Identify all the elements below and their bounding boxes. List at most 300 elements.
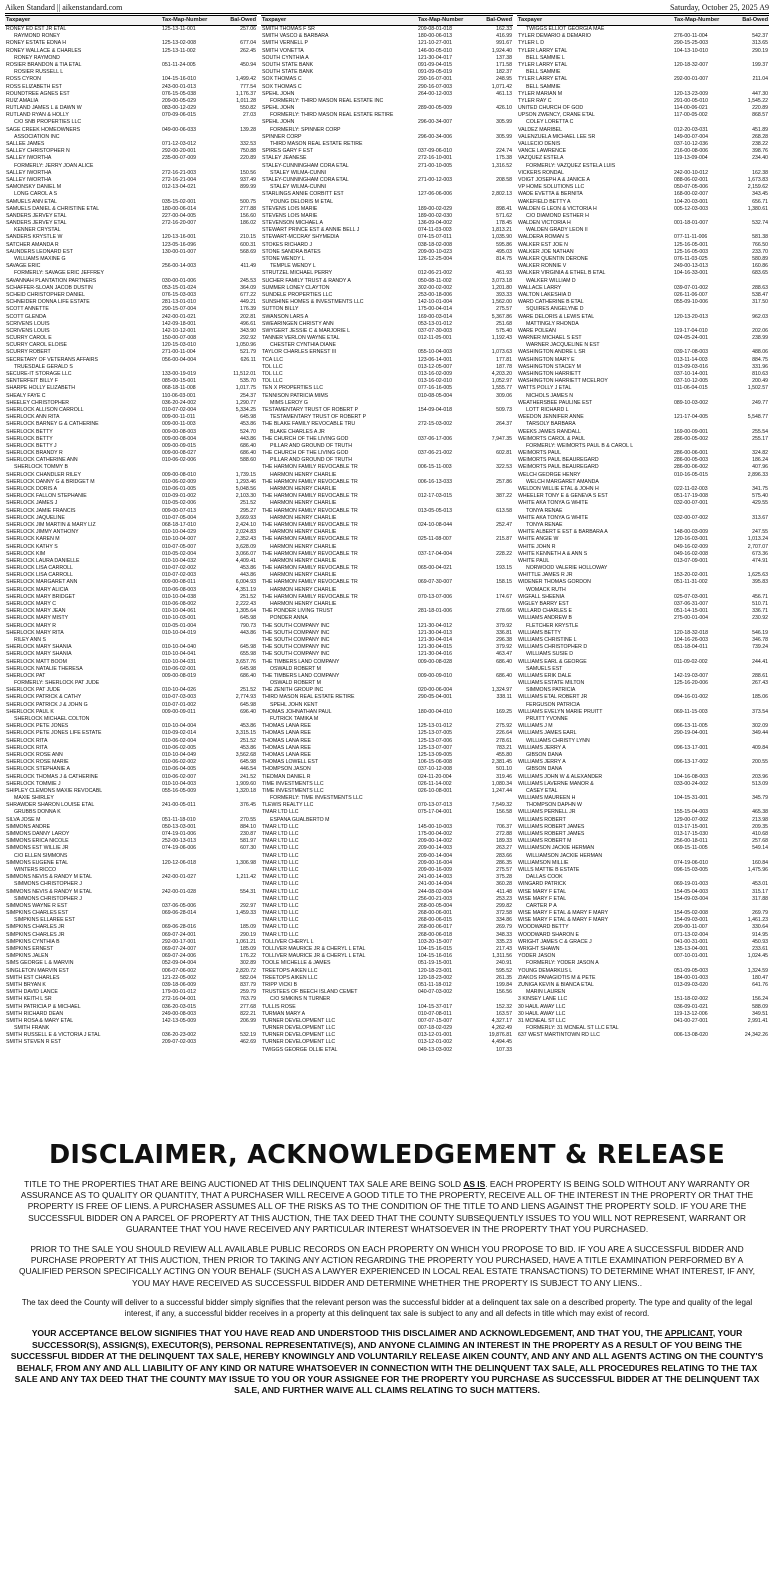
balance-owed: 269.79 — [496, 924, 512, 931]
table-row — [261, 342, 513, 349]
table-row — [5, 292, 257, 299]
taxpayer-name: ASSOCIATION INC — [14, 133, 60, 140]
tax-map-number: 268-00-06-017 — [418, 924, 453, 931]
balance-owed: 238.99 — [752, 335, 768, 342]
taxpayer-name: SPIRES GARY F EST — [262, 148, 314, 155]
balance-owed: 324.82 — [752, 450, 768, 457]
taxpayer-name: SIMS GEORGE L & MARVIN — [6, 960, 74, 967]
taxpayer-name: THOMPSON DAPHN W — [526, 802, 582, 809]
taxpayer-name: SMITH RUSSELL E & VICTORIA J ETAL — [6, 1032, 101, 1039]
tax-map-number: 242-00-01-027 — [162, 874, 197, 881]
taxpayer-name: SHERLOCK PATRICK J & JOHN G — [6, 701, 88, 708]
tax-map-number: 290-19-04-001 — [674, 730, 709, 737]
tax-map-number: 051-11-24-005 — [162, 61, 196, 68]
tax-map-number: 010-05-01-004 — [162, 622, 197, 629]
balance-owed: 162.38 — [752, 169, 768, 176]
table-row — [261, 910, 513, 917]
balance-owed: 251.52 — [240, 593, 256, 600]
table-row — [517, 558, 769, 565]
table-row — [261, 472, 513, 479]
tax-map-number — [162, 1025, 218, 1032]
table-row — [5, 630, 257, 637]
tax-map-number: 104-13-10-010 — [674, 47, 709, 54]
taxpayer-name: TMAR LTD LLC — [262, 852, 299, 859]
taxpayer-name: SIMMONS CHRISTOPHER J — [14, 881, 82, 888]
tax-map-number: 249-00-13-013 — [674, 263, 709, 270]
taxpayer-name: WHITE AKA TONYA G WHITE — [518, 514, 589, 521]
tax-map-number: 296-00-34-007 — [418, 119, 453, 126]
table-row — [517, 903, 769, 910]
tax-map-number: 119-13-12-006 — [674, 1010, 708, 1017]
tax-map-number: 041-00-31-001 — [674, 938, 709, 945]
tax-map-number: 069-07-30-007 — [418, 579, 453, 586]
taxpayer-name: SCHAFFER-SLOAN JACOB DUSTIN — [6, 284, 93, 291]
balance-owed — [476, 615, 512, 622]
taxpayer-name: SHERLOCK CATHERINE ANN — [6, 457, 78, 464]
taxpayer-name: RONEY ED EST JR ETAL — [6, 26, 67, 32]
balance-owed: 1,909.60 — [235, 780, 256, 787]
table-row — [261, 637, 513, 644]
balance-owed: 290.19 — [752, 47, 768, 54]
taxpayer-name: TYLER MARIAN M — [518, 90, 563, 97]
taxpayer-name: SUCHER FAMILY TRUST & RANDY A — [262, 277, 351, 284]
tax-map-number: 149-00-07-004 — [674, 133, 709, 140]
balance-owed — [476, 716, 512, 723]
table-row — [517, 385, 769, 392]
table-row — [261, 788, 513, 795]
taxpayer-name: SIMMONS ANDRE — [6, 823, 51, 830]
table-row — [5, 443, 257, 450]
table-row — [261, 666, 513, 673]
table-row — [5, 745, 257, 752]
tax-map-number: 120-18-32-018 — [674, 629, 709, 636]
taxpayer-name: STOKES RICHARD J — [262, 241, 313, 248]
table-row — [5, 716, 257, 723]
tax-map-number: 121-30-04-013 — [418, 629, 453, 636]
table-row — [5, 953, 257, 960]
tax-map-number: 286-00-05-002 — [674, 435, 709, 442]
balance-owed: 822.21 — [240, 1010, 256, 1017]
table-row — [261, 615, 513, 622]
balance-owed: 1,011.28 — [236, 97, 256, 104]
table-row — [261, 1004, 513, 1011]
tax-map-number: 106-15-06-008 — [418, 759, 453, 766]
table-row — [5, 996, 257, 1003]
tax-map-number — [674, 651, 730, 658]
taxpayer-name: SALLEY IWORTHA — [6, 176, 52, 183]
balance-owed: 453.01 — [752, 881, 768, 888]
table-row — [261, 896, 513, 903]
taxpayer-name: FORMERLY: VAZQUEZ ESTELA LUIS — [526, 162, 616, 169]
taxpayer-name: TANNER VERLON WAYNE ETAL — [262, 335, 340, 342]
taxpayer-name: SHARPE HOLLY ELIZABETH — [6, 385, 75, 392]
tax-map-number: 168-00-02-007 — [674, 191, 709, 198]
table-row — [517, 191, 769, 198]
tax-map-number: 009-00-08-027 — [162, 450, 197, 457]
balance-owed: 5,048.56 — [235, 486, 256, 492]
taxpayer-name: VALENZUELA MICHAEL LEE SR — [518, 133, 596, 140]
table-row — [5, 177, 257, 184]
tax-map-number: 076-11-03-025 — [674, 256, 708, 262]
table-row — [261, 924, 513, 931]
balance-owed: 295.27 — [240, 507, 256, 514]
taxpayer-name: ZIAKOS PANAGIOTIS M & PETE — [518, 974, 596, 981]
tax-map-number: 012-11-05-001 — [418, 335, 452, 342]
tax-map-number — [418, 429, 474, 436]
tax-map-number: 022-11-02-003 — [674, 486, 708, 492]
balance-owed: 446.54 — [240, 766, 256, 773]
balance-owed: 814.75 — [496, 256, 512, 262]
tax-map-number: 071-13-02-004 — [674, 931, 709, 938]
table-row — [5, 385, 257, 392]
table-row — [5, 400, 257, 407]
balance-owed: 27.03 — [243, 112, 256, 119]
tax-map-number: 154-05-02-008 — [674, 910, 709, 917]
balance-owed — [476, 170, 512, 177]
balance-owed: 411.49 — [240, 263, 256, 270]
table-row — [261, 436, 513, 443]
balance-owed: 156.56 — [496, 989, 512, 996]
table-row — [261, 529, 513, 536]
tax-map-number — [418, 601, 474, 608]
tax-map-number — [162, 191, 218, 198]
balance-owed — [476, 429, 512, 436]
balance-owed: 152.32 — [496, 1003, 512, 1010]
taxpayer-name: WARNER MICHAEL S EST — [518, 335, 582, 342]
tax-map-number: 153-20-02-001 — [674, 572, 709, 579]
tax-list-column-3 — [517, 15, 769, 1135]
tax-map-number: 244-08-02-004 — [418, 888, 453, 895]
tax-map-number: 302-00-02-002 — [418, 284, 453, 291]
balance-owed: 3,315.15 — [235, 730, 256, 737]
taxpayer-name: WEIMORTS PAUL — [518, 450, 562, 457]
table-row — [261, 206, 513, 213]
taxpayer-name: TURNER DEVELOPMENT LLC — [262, 1017, 336, 1024]
taxpayer-name: RILEY ANN S — [14, 636, 46, 643]
table-row — [517, 853, 769, 860]
tax-map-number: 271-00-11-004 — [162, 349, 196, 356]
tax-map-number: 001-18-01-007 — [674, 220, 709, 227]
taxpayer-name: FORMERLY: 31 MCNEAL ST LLC ETAL — [526, 1025, 619, 1032]
tax-map-number — [674, 321, 730, 328]
tax-map-number: 012-06-21-002 — [418, 270, 453, 277]
balance-owed: 1,017.75 — [235, 385, 256, 392]
taxpayer-name: WILLIAMSON MILLIE — [518, 859, 569, 866]
table-row — [261, 299, 513, 306]
table-row — [261, 565, 513, 572]
balance-owed: 288.61 — [752, 672, 768, 679]
tax-map-number: 125-16-05-001 — [674, 241, 709, 248]
taxpayer-name: SHERLOCK KIM — [6, 550, 46, 557]
tax-map-number: 091-09-04-015 — [418, 61, 453, 68]
taxpayer-name: SCRIVENS LOUIS — [6, 327, 50, 334]
taxpayer-name: THE SOUTH COMPANY INC — [262, 629, 330, 636]
tax-map-number: 150-00-07-008 — [162, 335, 197, 342]
tax-map-number: 069-19-01-003 — [674, 881, 709, 888]
table-row — [5, 69, 257, 76]
table-row — [261, 579, 513, 586]
balance-owed: 217.43 — [496, 946, 512, 952]
taxpayer-name: LONG CAROL A S — [14, 191, 58, 198]
table-row — [517, 227, 769, 234]
table-row — [5, 148, 257, 155]
table-row — [261, 191, 513, 198]
balance-owed: 322.53 — [496, 464, 512, 471]
balance-owed: 1,293.46 — [235, 478, 256, 485]
tax-map-number: 272-15-03-002 — [418, 421, 453, 428]
table-row — [261, 680, 513, 687]
balance-owed: 462.69 — [240, 1039, 256, 1046]
table-row — [5, 896, 257, 903]
balance-owed: 206.99 — [240, 1017, 256, 1024]
tax-map-number: 009-00-11-003 — [162, 421, 196, 428]
table-row — [517, 364, 769, 371]
balance-owed: 696.40 — [240, 708, 256, 715]
balance-owed: 474.91 — [752, 557, 768, 564]
tax-map-number: 235-00-07-009 — [162, 155, 197, 162]
tax-map-number: 129-00-07-002 — [674, 816, 709, 823]
taxpayer-name: SHERLOCK MARGARET ANN — [6, 579, 78, 586]
tax-map-number: 184-00-01-003 — [674, 974, 709, 981]
taxpayer-name: SHERLOCK JIMMY ANTHONY — [6, 529, 79, 536]
balance-owed: 202.06 — [752, 327, 768, 334]
tax-map-number — [418, 529, 474, 536]
tax-map-number: 030-00-01-006 — [162, 277, 197, 284]
balance-owed: 581.38 — [752, 234, 768, 241]
tax-map-number: 025-11-08-007 — [418, 536, 452, 543]
balance-owed: 211.04 — [752, 76, 768, 83]
table-row — [517, 579, 769, 586]
table-row — [517, 177, 769, 184]
taxpayer-name: BLAKE CHARLES A JR — [270, 428, 325, 435]
tax-map-number: 036-20-24-002 — [162, 399, 197, 406]
balance-owed: 4,203.20 — [491, 371, 512, 377]
balance-owed: 387.22 — [496, 493, 512, 500]
tax-map-number: 007-18-02-029 — [418, 1025, 453, 1032]
balance-owed — [476, 702, 512, 709]
tax-map-number: 077-16-16-005 — [418, 385, 453, 392]
balance-owed: 783.21 — [496, 744, 512, 751]
tax-map-number — [674, 26, 730, 33]
balance-owed: 372.58 — [496, 910, 512, 917]
balance-owed: 156.24 — [752, 996, 768, 1003]
tax-map-number — [674, 342, 730, 349]
tax-map-number: 292-00-01-007 — [674, 76, 709, 83]
tax-map-number: 252-00-13-013 — [162, 838, 197, 845]
tax-map-number: 119-13-09-004 — [674, 155, 708, 162]
tax-map-number: 012-20-03-031 — [674, 126, 709, 133]
balance-owed: 199.37 — [752, 61, 768, 68]
table-row — [517, 508, 769, 515]
table-row — [517, 134, 769, 141]
table-row — [517, 493, 769, 500]
tax-map-number: 009-00-09-010 — [418, 672, 453, 679]
table-row — [5, 608, 257, 615]
tax-map-number: 253-00-18-006 — [418, 291, 453, 298]
balance-owed: 655.98 — [240, 651, 256, 658]
balance-owed: 376.45 — [240, 802, 256, 809]
balance-owed — [220, 191, 256, 198]
balance-owed: 343.90 — [240, 327, 256, 334]
taxpayer-name: THE HARMON FAMILY REVOCABLE TR — [262, 478, 358, 485]
table-row — [5, 989, 257, 996]
table-row — [261, 587, 513, 594]
tax-map-number: 010-07-02-004 — [162, 406, 197, 413]
taxpayer-name: SMITH STEVEN R EST — [6, 1039, 62, 1046]
balance-owed: 580.89 — [752, 256, 768, 262]
balance-owed: 139.28 — [240, 126, 256, 133]
table-row — [5, 968, 257, 975]
disclaimer-paragraph-acceptance — [10, 1328, 764, 1396]
taxpayer-name: WHITE KENNETH A & ANN S — [518, 550, 588, 557]
table-row — [261, 220, 513, 227]
taxpayer-name: SCURRY CAROL ELOISE — [6, 342, 68, 349]
tax-map-number: 026-11-14-002 — [418, 780, 452, 787]
table-row — [517, 680, 769, 687]
balance-owed: 501.10 — [496, 766, 512, 773]
taxpayer-name: SHERLOCK PAT JUDE — [6, 687, 61, 694]
balance-owed — [476, 112, 512, 119]
balance-owed: 450.94 — [240, 61, 256, 68]
taxpayer-name: TYLER L D — [518, 40, 545, 47]
taxpayer-name: STONE SANDRA BATES — [262, 248, 321, 255]
taxpayer-name: THOMAS LANA REE — [262, 737, 312, 744]
balance-owed: 251.52 — [240, 500, 256, 507]
balance-owed: 868.57 — [752, 112, 768, 119]
tax-map-number: 125-13-01-012 — [418, 723, 453, 730]
balance-owed: 602.81 — [496, 450, 512, 457]
tax-map-number: 013-12-05-007 — [418, 363, 453, 370]
tax-map-number: 216-00-08-006 — [674, 148, 709, 155]
table-row — [517, 896, 769, 903]
tax-map-number: 074-19-06-006 — [162, 845, 197, 852]
balance-owed: 220.89 — [752, 105, 768, 112]
table-row — [5, 910, 257, 917]
balance-owed: 535.70 — [240, 378, 256, 385]
tax-map-number: 296-00-34-006 — [418, 133, 453, 140]
table-row — [517, 874, 769, 881]
taxpayer-name: SALLEY CHRISTOPHER N — [6, 148, 70, 155]
taxpayer-name: WILLIAMS PERNELL JR — [518, 809, 576, 816]
taxpayer-name: THE SOUTH COMPANY INC — [262, 651, 330, 658]
tax-map-number: 120-16-03-001 — [674, 536, 709, 543]
taxpayer-name: VANCE LAWRENCE — [518, 148, 567, 155]
balance-owed — [476, 263, 512, 270]
balance-owed: 2,802.13 — [491, 191, 512, 198]
balance-owed — [476, 414, 512, 421]
taxpayer-name: BELL SAMMIE — [526, 69, 561, 76]
taxpayer-name: WEIMORTS PAUL BEAUREGARD — [518, 464, 599, 471]
table-row — [517, 572, 769, 579]
table-row — [5, 62, 257, 69]
table-row — [5, 752, 257, 759]
balance-owed: 510.71 — [752, 601, 768, 607]
balance-owed: 1,739.15 — [235, 471, 256, 478]
balance-owed: 542.37 — [752, 33, 768, 40]
tax-map-number: 242-00-01-028 — [162, 888, 197, 895]
tax-map-number: 037-06-17-006 — [418, 435, 453, 442]
tax-map-number: 069-06-28-016 — [162, 924, 197, 931]
tax-map-number: 121-10-27-001 — [418, 40, 453, 47]
balance-owed: 686.40 — [496, 658, 512, 665]
balance-owed: 461.93 — [496, 270, 512, 277]
balance-owed: 2,820.72 — [235, 967, 256, 974]
taxpayer-name: HARMON HENRY CHARLIE — [270, 529, 337, 536]
tax-map-number: 006-15-11-003 — [418, 464, 452, 471]
taxpayer-name: TLEWIS REALTY LLC — [262, 802, 314, 809]
taxpayer-name: TURNER DEVELOPMENT LLC — [262, 1032, 336, 1039]
taxpayer-name: SQUIRES ANGELYNE D — [526, 306, 584, 313]
table-row — [5, 278, 257, 285]
table-row — [261, 738, 513, 745]
table-row — [261, 630, 513, 637]
table-row — [261, 184, 513, 191]
table-row — [261, 127, 513, 134]
table-row — [5, 407, 257, 414]
tax-map-number: 091-09-05-019 — [418, 69, 453, 76]
balance-owed: 645.98 — [240, 759, 256, 766]
table-row — [261, 163, 513, 170]
balance-owed: 202.81 — [240, 313, 256, 320]
balance-owed: 200.49 — [752, 378, 768, 385]
tax-map-number: 055-16-05-009 — [162, 787, 197, 794]
table-row — [261, 155, 513, 162]
tax-map-number: 272-16-04-001 — [162, 996, 197, 1003]
tax-list-column-1 — [5, 15, 257, 1135]
taxpayer-name: WILLIAMSON JACKIE HERMAN — [526, 852, 603, 859]
taxpayer-name: WEATHERSBEE PAULINE EST — [518, 399, 593, 406]
tax-map-number — [674, 306, 730, 313]
taxpayer-name: SHERLOCK BETTY J — [6, 442, 57, 449]
taxpayer-name: TWIGGS ELLIOT GEORGIA MAE — [526, 26, 605, 32]
balance-owed: 645.98 — [240, 701, 256, 708]
taxpayer-name: WHITE PAUL — [518, 557, 550, 564]
table-row — [517, 112, 769, 119]
taxpayer-name: RONEY ESTATE EDNA H — [6, 40, 66, 47]
tax-map-number: 009-00-08-028 — [418, 658, 453, 665]
taxpayer-name: SPEHL JOHN — [262, 105, 295, 112]
balance-owed: 488.06 — [752, 349, 768, 356]
balance-owed: 1,316.52 — [491, 162, 512, 169]
header-taxpayer: Taxpayer — [262, 17, 287, 23]
balance-owed: 7,947.35 — [491, 435, 512, 442]
table-row — [5, 234, 257, 241]
tax-map-number — [162, 119, 218, 126]
taxpayer-name: TYLER LARRY ETAL — [518, 61, 568, 68]
balance-owed: 546.19 — [752, 629, 768, 636]
tax-map-number — [418, 127, 474, 134]
table-row — [261, 40, 513, 47]
tax-map-number: 286-00-06-001 — [674, 450, 709, 457]
tax-map-number: 142-09-18-001 — [162, 320, 197, 327]
table-row — [261, 91, 513, 98]
tax-map-number — [674, 960, 730, 967]
taxpayer-name: SAMUELS DANIEL & CHRISTINE ETAL — [6, 205, 100, 212]
table-row — [5, 493, 257, 500]
balance-owed: 521.79 — [240, 349, 256, 356]
balance-owed: 393.33 — [496, 291, 512, 298]
taxpayer-name: LOTT RICHARD L — [526, 406, 569, 413]
tax-map-number: 104-16-08-003 — [674, 773, 709, 780]
taxpayer-name: BELL SAMMIE — [526, 83, 561, 90]
balance-owed: 313.67 — [752, 514, 768, 521]
tax-map-number: 006-13-08-020 — [674, 1032, 709, 1039]
table-row — [261, 536, 513, 543]
table-row — [261, 716, 513, 723]
tax-map-number — [162, 896, 218, 903]
table-row — [5, 227, 257, 234]
tax-map-number — [162, 917, 218, 924]
